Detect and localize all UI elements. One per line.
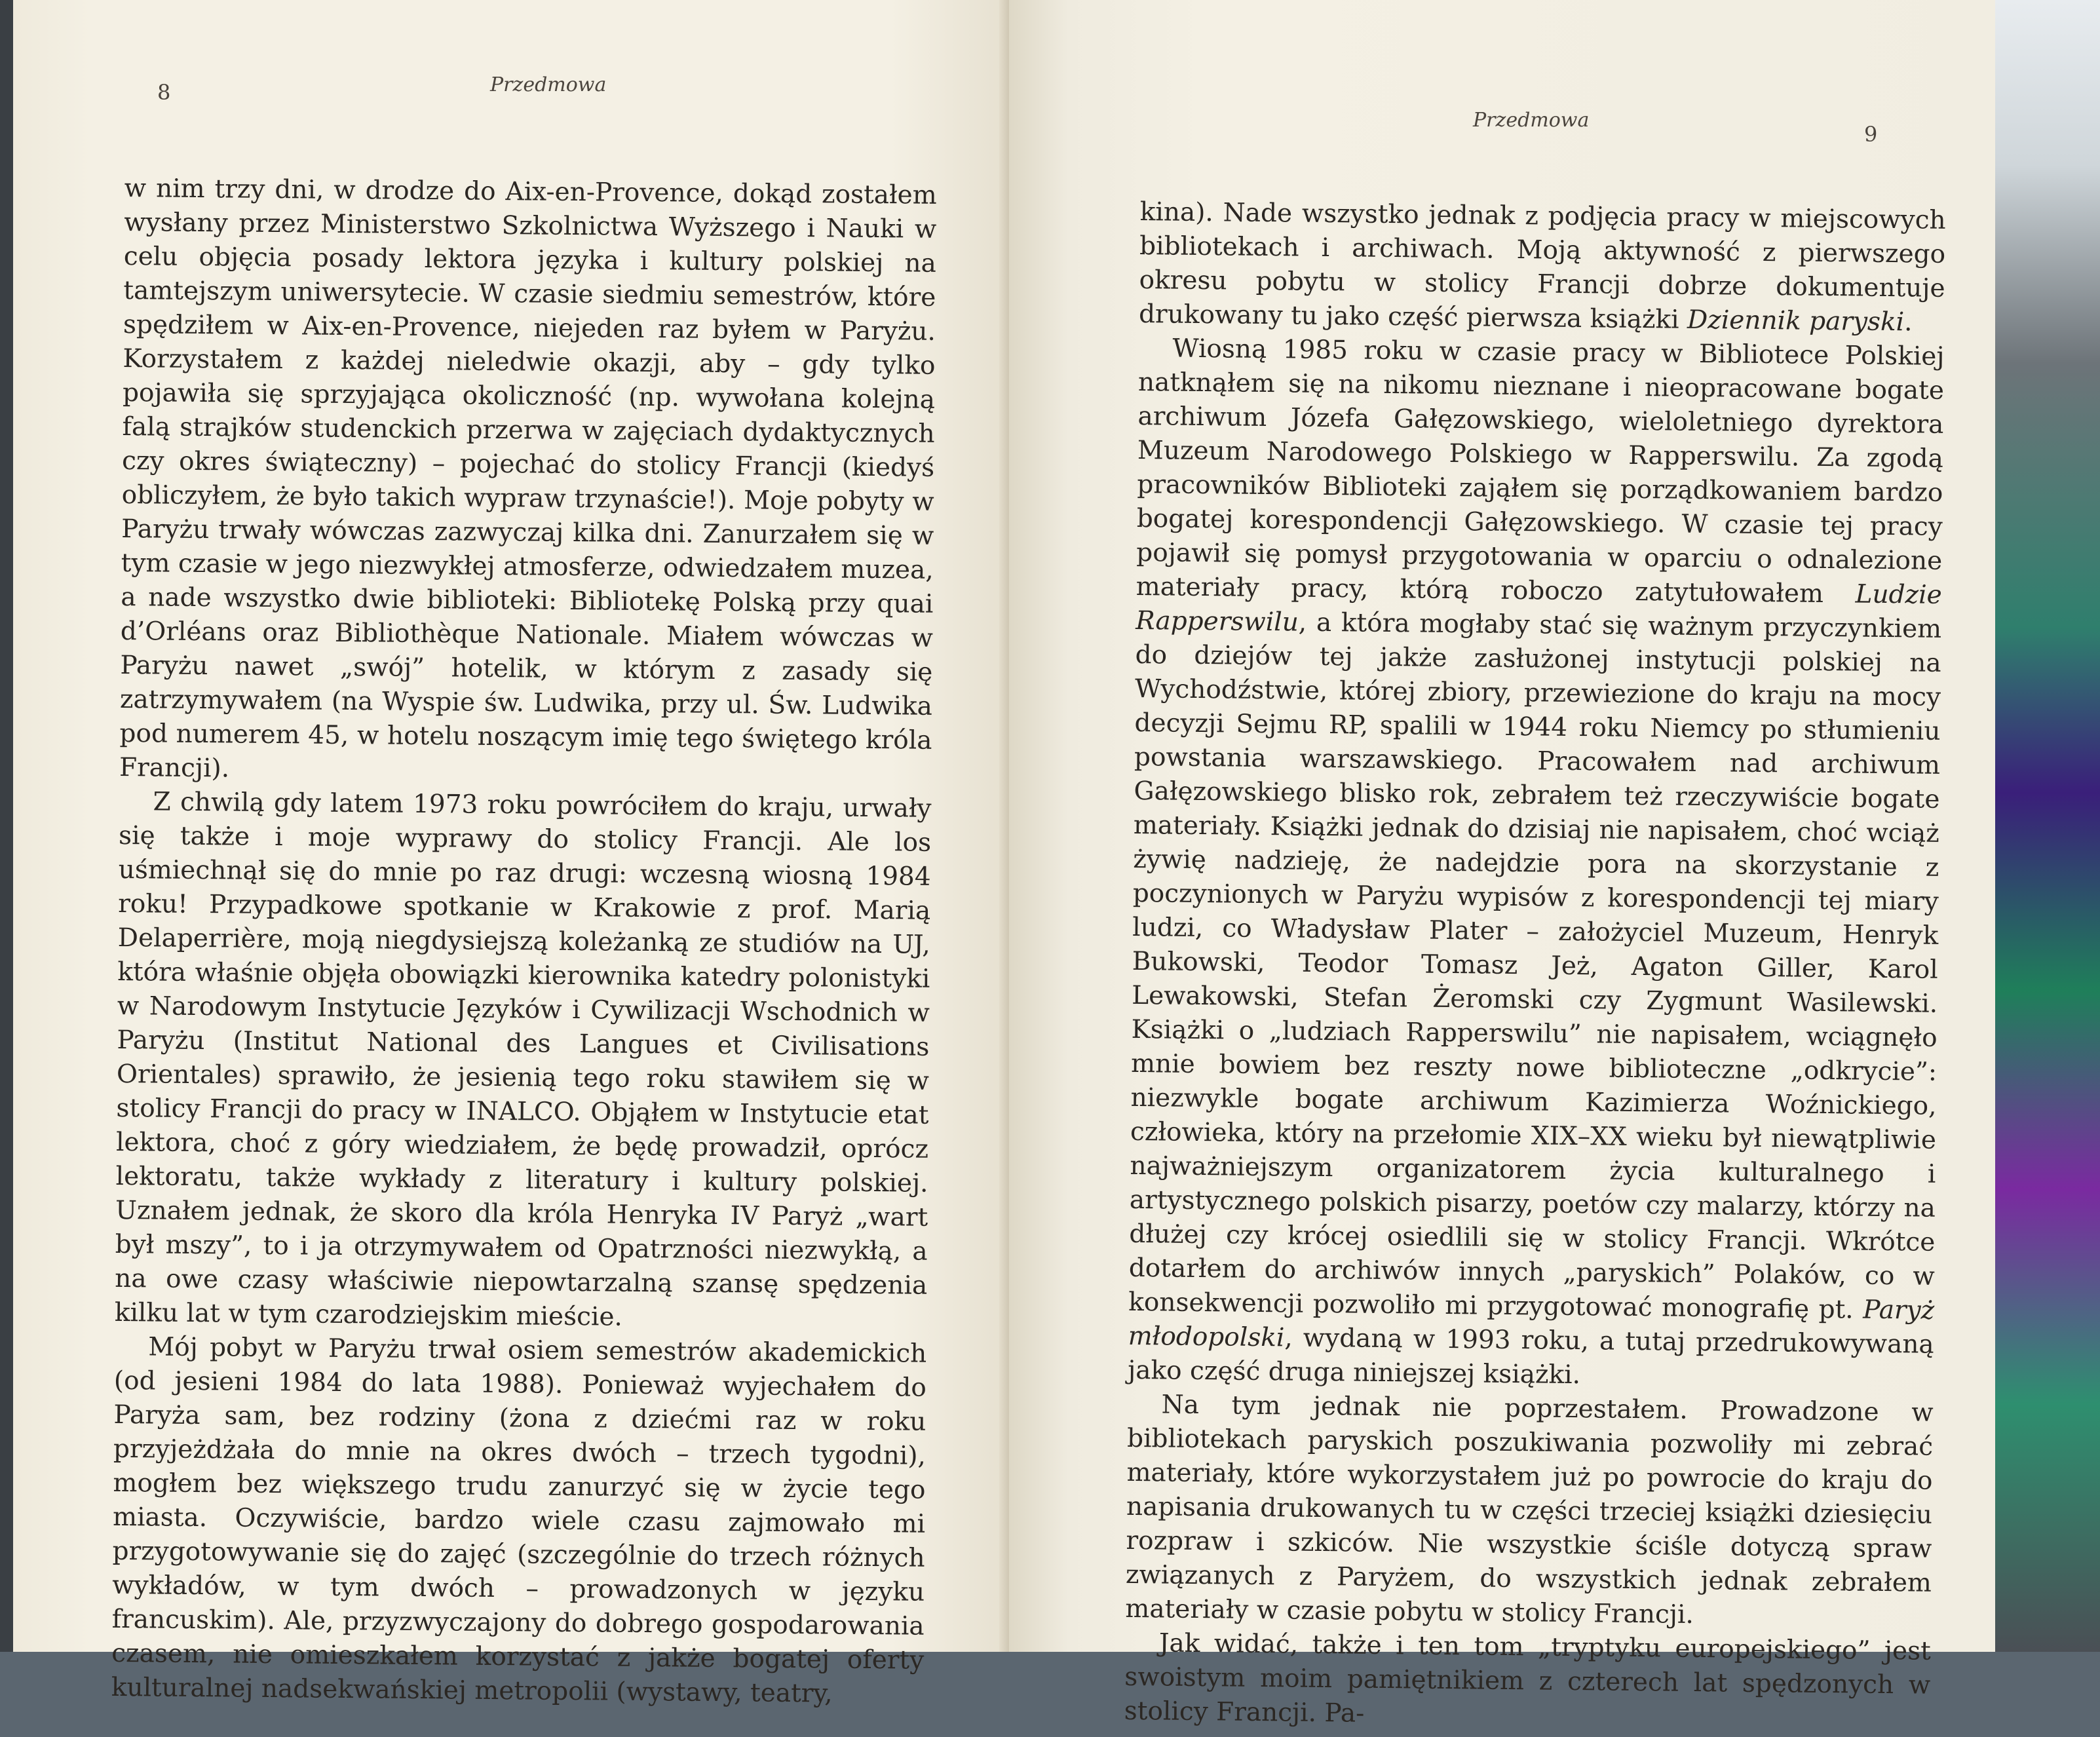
- page-number-left: 8: [157, 80, 171, 105]
- background-fabric: [1995, 0, 2100, 1652]
- left-page-body: [111, 172, 937, 1712]
- right-page-body: [1124, 195, 1945, 1737]
- paragraph: kina). Nade wszystko jednak z podjęcia pracy w miejscowych bibliotekach i archiwach. Moją aktywność z pierwszego okresu pobytu w stolicy Francji dobrze dokumentuje drukowany tu jako część pierwsza książki Dziennik paryski.: [1138, 197, 1946, 337]
- paragraph: Wiosną 1985 roku w czasie pracy w Bibliotece Polskiej natknąłem się na nikomu nieznane i nieopracowane bogate archiwum Józefa Gałęzowskiego, wieloletniego dyrektora Muzeum Narodowego Polskiego w Rapperswilu. Za zgodą pracowników Biblioteki zająłem się porządkowaniem bardzo bogatej korespondencji Gałęzowskiego. W czasie tej pracy pojawił się pomysł przygotowania w oparciu o odnalezione materiały pracy, którą roboczo zatytułowałem Ludzie Rapperswilu, a która mogłaby stać się ważnym przyczynkiem do dziejów tej jakże zasłużonej instytucji polskiej na Wychodźstwie, której zbiory, przewiezione do kraju na mocy decyzji Sejmu RP, spalili w 1944 roku Niemcy po stłumieniu powstania warszawskiego. Pracowałem nad archiwum Gałęzowskiego blisko rok, zebrałem też rzeczywiście bogate materiały. Książki jednak do dzisiaj nie napisałem, choć wciąż żywię nadzieję, że nadejdzie pora na skorzystanie z poczynionych w Paryżu wypisów z korespondencji tej miary ludzi, co Władysław Plater – założyciel Muzeum, Henryk Bukowski, Teodor Tomasz Jeż, Agaton Giller, Karol Lewakowski, Stefan Żeromski czy Zygmunt Wasilewski. Książki o „ludziach Rapperswilu” nie napisałem, wciągnęło mnie bowiem bez reszty nowe biblioteczne „odkrycie”: niezwykle bogate archiwum Kazimierza Woźnickiego, człowieka, który na przełomie XIX–XX wieku był niewątpliwie najważniejszym organizatorem życia kulturalnego i artystycznego polskich pisarzy, poetów czy malarzy, którzy na dłużej czy krócej osiedlili się w stolicy Francji. Wkrótce dotarłem do archiwów innych „paryskich” Polaków, co w konsekwencji pozwoliło mi przygotować monografię pt. Paryż młodopolski, wydaną w 1993 roku, a tutaj przedrukowywaną jako część druga niniejszej książki.: [1127, 334, 1945, 1390]
- book-title: Dziennik paryski: [1687, 305, 1905, 337]
- running-head-right: Przedmowa: [1473, 109, 1590, 132]
- running-head-left: Przedmowa: [490, 73, 607, 96]
- paragraph: Z chwilą gdy latem 1973 roku powróciłem do kraju, urwały się także i moje wyprawy do stolicy Francji. Ale los uśmiechnął się do mnie po raz drugi: wczesną wiosną 1984 roku! Przypadkowe spotkanie w Krakowie z prof. Marią Delaperrière, moją niegdysiejszą koleżanką ze studiów na UJ, która właśnie objęła obowiązki kierownika katedry polonistyki w Narodowym Instytucie Języków i Cywilizacji Wschodnich w Paryżu (Institut National des Langues et Civilisations Orientales) sprawiło, że jesienią tego roku stawiłem się w stolicy Francji do pracy w INALCO. Objąłem w Instytucie etat lektora, choć z góry wiedziałem, że będę prowadził, oprócz lektoratu, także wykłady z literatury i kultury polskiej. Uznałem jednak, że skoro dla króla Henryka IV Paryż „wart był mszy”, to i ja otrzymywałem od Opatrzności niezwykłą, a na owe czasy właściwie niepowtarzalną szansę spędzenia kilku lat w tym czarodziejskim mieście.: [114, 787, 932, 1332]
- paragraph: Na tym jednak nie poprzestałem. Prowadzone w bibliotekach paryskich poszukiwania pozwoliły mi zebrać materiały, które wykorzystałem już po powrocie do kraju do napisania drukowanych tu w części trzeciej książki dziesięciu rozpraw i szkiców. Nie wszystkie ściśle dotyczą spraw związanych z Paryżem, do wszystkich jednak zebrałem materiały w czasie pobytu w stolicy Francji.: [1125, 1390, 1934, 1630]
- page-number-right: 9: [1864, 122, 1878, 147]
- book-title: Paryż młodopolski: [1128, 1295, 1935, 1353]
- paragraph: Mój pobyt w Paryżu trwał osiem semestrów akademickich (od jesieni 1984 do lata 1988). Ponieważ wyjechałem do Paryża sam, bez rodziny (żona z dziećmi raz w roku przyjeżdżała do mnie na okres dwóch – trzech tygodni), mogłem bez większego trudu zanurzyć się w życie tego miasta. Oczywiście, bardzo wiele czasu zajmowało mi przygotowywanie się do zajęć (szczególnie do trzech różnych wykładów, w tym dwóch – prowadzonych w języku francuskim). Ale, przyzwyczajony do dobrego gospodarowania czasem, nie omieszkałem korzystać z jakże bogatej oferty kulturalnej nadsekwańskiej metropolii (wystawy, teatry,: [111, 1332, 927, 1709]
- book-title: Ludzie Rapperswilu: [1135, 579, 1942, 638]
- paragraph: Jak widać, także i ten tom „tryptyku europejskiego” jest swoistym moim pamiętnikiem z czterech lat spędzonych w stolicy Francji. Pa-: [1124, 1628, 1932, 1728]
- paragraph: w nim trzy dni, w drodze do Aix-en-Provence, dokąd zostałem wysłany przez Ministerstwo Szkolnictwa Wyższego i Nauki w celu objęcia posady lektora języka i kultury polskiej na tamtejszym uniwersytecie. W czasie siedmiu semestrów, które spędziłem w Aix-en-Provence, niejeden raz byłem w Paryżu. Korzystałem z każdej nieledwie okazji, aby – gdy tylko pojawiła się sprzyjająca okoliczność (np. wywołana kolejną falą strajków studenckich przerwa w zajęciach dydaktycznych czy okres świąteczny) – pojechać do stolicy Francji (kiedyś obliczyłem, że było takich wypraw trzynaście!). Moje pobyty w Paryżu trwały wówczas zazwyczaj kilka dni. Zanurzałem się w tym czasie w jego niezwykłej atmosferze, odwiedzałem muzea, a nade wszystko dwie biblioteki: Bibliotekę Polską przy quai d’Orléans oraz Bibliothèque Nationale. Miałem wówczas w Paryżu nawet „swój” hotelik, w którym z zasady się zatrzymywałem (na Wyspie św. Ludwika, przy ul. Św. Ludwika pod numerem 45, w hotelu noszącym imię tego świętego króla Francji).: [119, 173, 937, 784]
